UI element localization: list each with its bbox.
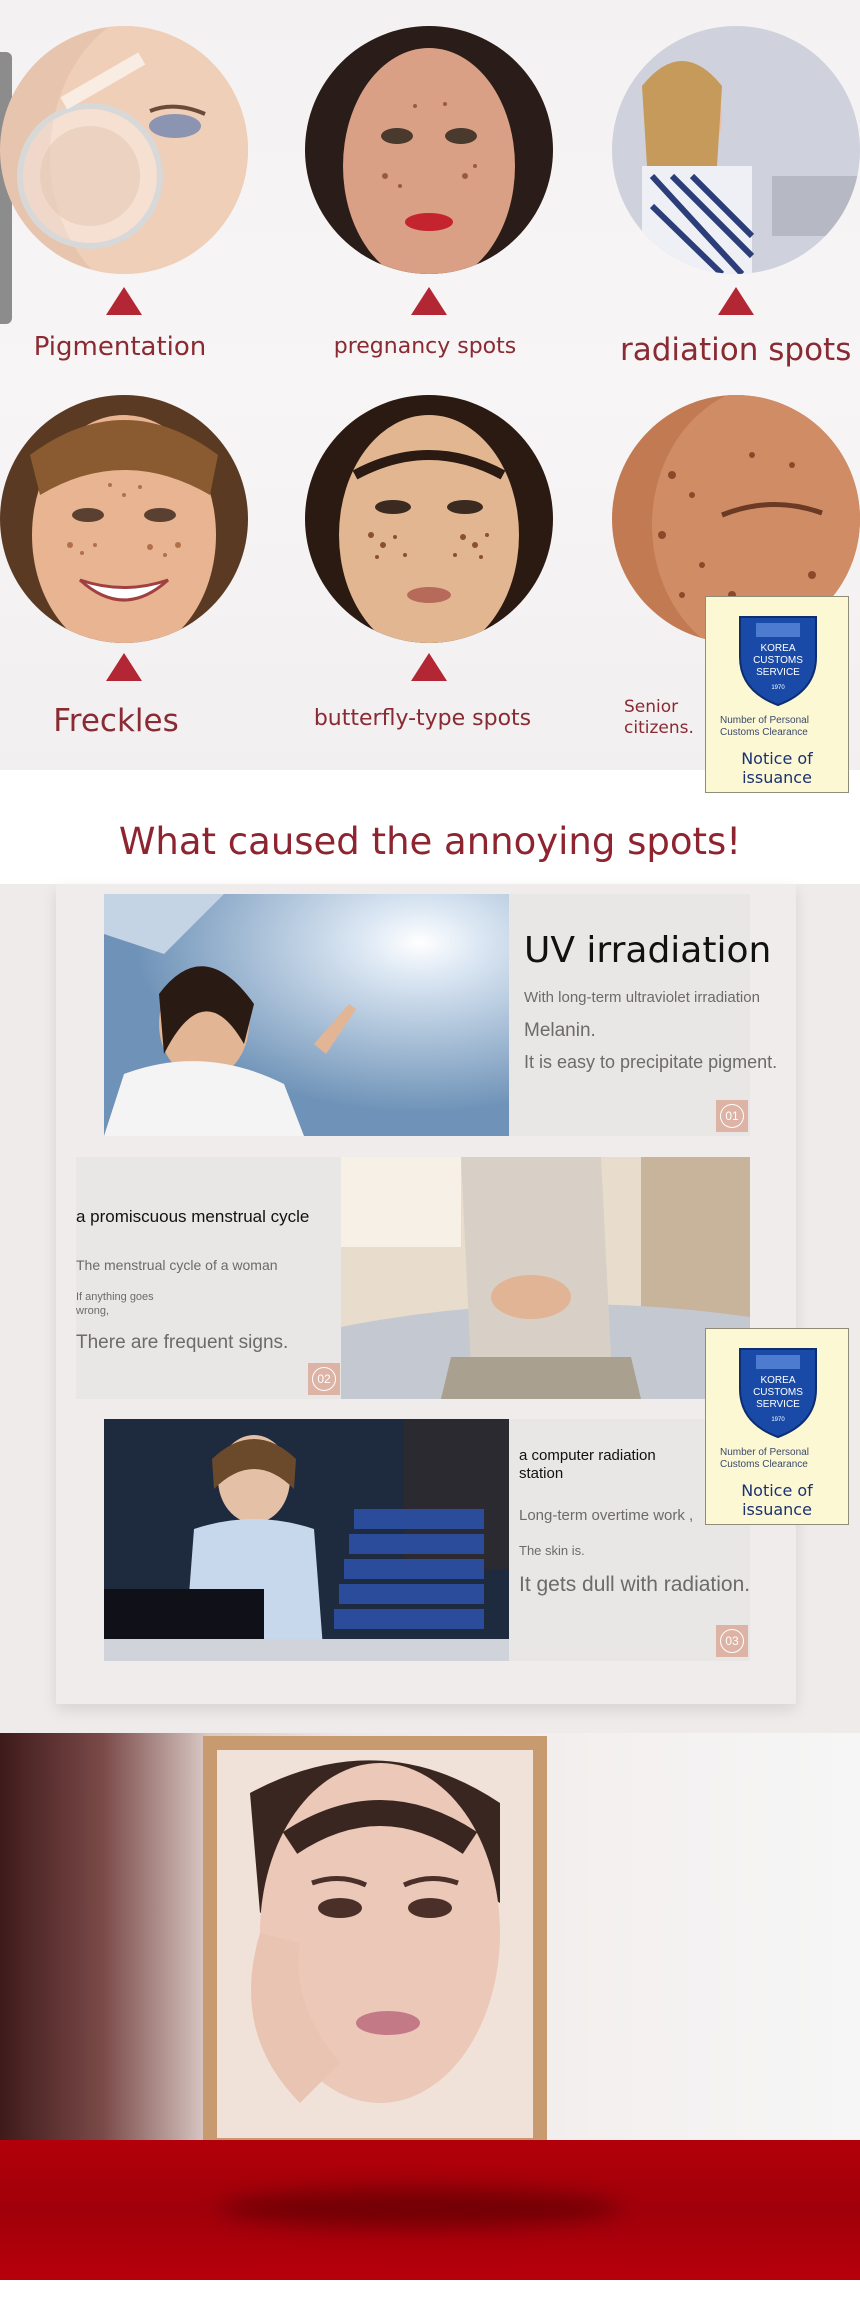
cause-line1-computer: Long-term overtime work , [519, 1507, 694, 1524]
svg-text:CUSTOMS: CUSTOMS [753, 1387, 803, 1398]
cause-title-menstrual: a promiscuous menstrual cycle [76, 1207, 310, 1226]
pointer-triangle [106, 287, 142, 315]
svg-text:1970: 1970 [771, 1417, 785, 1423]
pregnancy-spots-photo [305, 26, 553, 274]
customs-shield-logo [736, 611, 820, 707]
cause-line1-uv: With long-term ultraviolet irradiation [524, 989, 760, 1006]
cause-number-01: 01 [716, 1100, 748, 1132]
cause-line2-uv: Melanin. [524, 1020, 596, 1041]
causes-panel [56, 884, 796, 1704]
cause-card-uv [104, 894, 778, 1136]
svg-text:CUSTOMS: CUSTOMS [753, 655, 803, 666]
freckles-photo [0, 395, 248, 643]
cause-line3-menstrual: There are frequent signs. [76, 1332, 289, 1353]
svg-text:KOREA: KOREA [760, 1375, 796, 1386]
cause-number-03: 03 [716, 1625, 748, 1657]
customs-shield-logo [736, 1343, 820, 1439]
cause-line3-computer: It gets dull with radiation. [519, 1573, 751, 1596]
spot-types-section [0, 0, 860, 787]
svg-text:KOREA: KOREA [760, 643, 796, 654]
svg-text:1970: 1970 [771, 685, 785, 691]
radiation-spots-photo [612, 26, 860, 274]
pointer-triangle [106, 653, 142, 681]
svg-text:SERVICE: SERVICE [756, 667, 800, 678]
causes-section [0, 884, 860, 1734]
cause-card-menstrual [76, 1157, 750, 1399]
spot-label-senior-citizens: Senior citizens. [624, 697, 694, 738]
cause-title-computer: a computer radiation station [519, 1447, 656, 1482]
customs-caption: Number of Personal Customs Clearance [720, 1447, 809, 1470]
notice-of-issuance-link[interactable]: Notice of issuance [741, 1481, 813, 1519]
mirror-photo [0, 1733, 860, 2145]
customs-caption: Number of Personal Customs Clearance [720, 715, 809, 738]
cause-line3-uv: It is easy to precipitate pigment. [524, 1052, 778, 1072]
cause-line2-computer: The skin is. [519, 1543, 585, 1558]
butterfly-spots-photo [305, 395, 553, 643]
spot-label-freckles: Freckles [53, 703, 179, 739]
pointer-triangle [718, 287, 754, 315]
cause-line2-menstrual: If anything goes wrong, [76, 1291, 154, 1317]
causes-headline: What caused the annoying spots! [118, 820, 742, 863]
spot-label-pigmentation: Pigmentation [33, 332, 207, 362]
spot-label-butterfly-spots: butterfly-type spots [313, 706, 532, 731]
computer-photo [104, 1419, 509, 1661]
uv-photo [104, 894, 509, 1136]
svg-text:SERVICE: SERVICE [756, 1399, 800, 1410]
cause-title-uv: UV irradiation [524, 930, 772, 971]
cause-number-02: 02 [308, 1363, 340, 1395]
menstrual-photo [341, 1157, 750, 1399]
spot-label-pregnancy-spots: pregnancy spots [333, 334, 517, 359]
cause-line1-menstrual: The menstrual cycle of a woman [76, 1257, 278, 1273]
pointer-triangle [411, 287, 447, 315]
pointer-triangle [411, 653, 447, 681]
customs-badge[interactable] [705, 596, 849, 793]
red-banner [0, 2140, 860, 2280]
pigmentation-photo [0, 26, 248, 274]
customs-badge[interactable] [705, 1328, 849, 1525]
spot-label-radiation-spots: radiation spots [620, 332, 852, 368]
notice-of-issuance-link[interactable]: Notice of issuance [741, 749, 813, 787]
cause-card-computer [104, 1419, 750, 1661]
